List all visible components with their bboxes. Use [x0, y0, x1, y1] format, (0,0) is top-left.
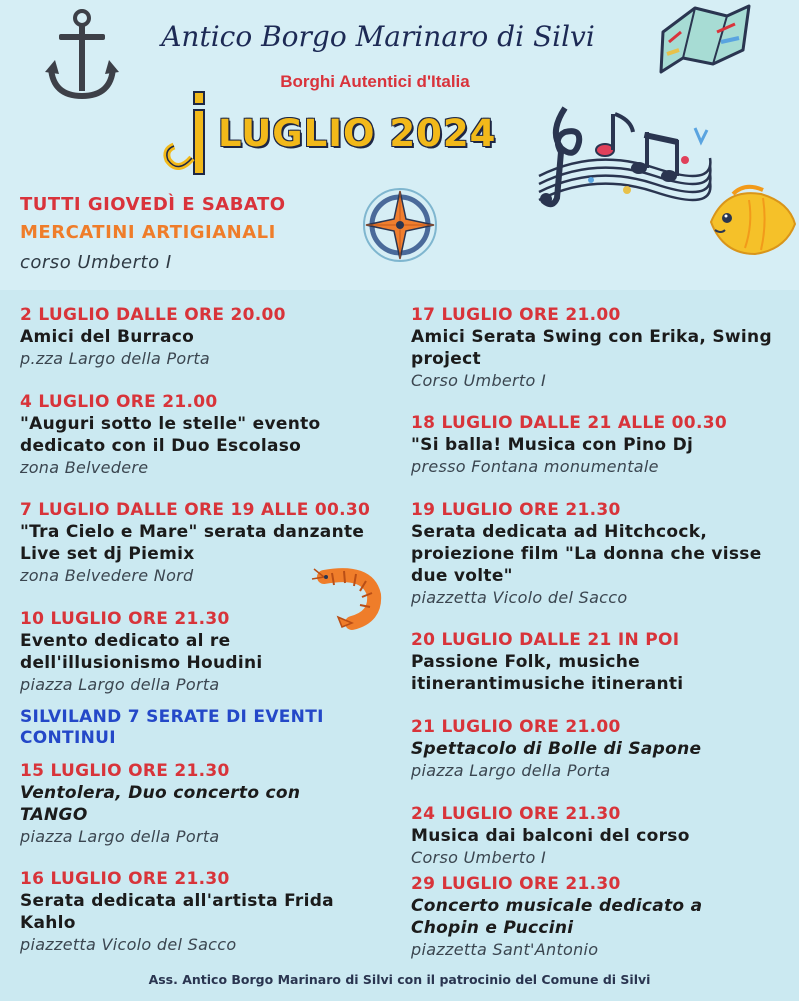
event-title: "Tra Cielo e Mare" serata danzante Live set dj Piemix [20, 522, 365, 564]
event-date: 10 LUGLIO ORE 21.30 [20, 609, 230, 629]
event-title: Amici Serata Swing con Erika, Swing project [411, 327, 772, 369]
logo-icon [162, 90, 214, 178]
event-item [411, 717, 781, 782]
event-title: Ventolera, Duo concerto con TANGO [20, 783, 301, 825]
header-subtitle: Borghi Autentici d'Italia [280, 72, 470, 91]
event-date: 15 LUGLIO ORE 21.30 [20, 761, 230, 781]
event-title: Passione Folk, musiche itinerantimusiche itineranti [411, 652, 684, 694]
event-item [20, 869, 395, 956]
event-place: piazza Largo della Porta [20, 827, 220, 846]
anchor-icon [45, 8, 120, 103]
event-date: 20 LUGLIO DALLE 21 IN POI [411, 630, 680, 650]
header-title: Antico Borgo Marinaro di Silvi [161, 20, 595, 53]
event-item [411, 413, 791, 478]
recurring-place: corso Umberto I [20, 252, 172, 273]
event-item [411, 630, 741, 695]
event-date: 29 LUGLIO ORE 21.30 [411, 874, 621, 894]
event-date: 2 LUGLIO DALLE ORE 20.00 [20, 305, 286, 325]
event-item [411, 874, 771, 961]
event-title: Evento dedicato al re dell'illusionismo Houdini [20, 631, 263, 673]
event-place: Corso Umberto I [411, 371, 546, 390]
event-date: 17 LUGLIO ORE 21.00 [411, 305, 621, 325]
fish-icon [705, 180, 799, 268]
event-place: piazza Largo della Porta [411, 761, 611, 780]
silviland-heading: SILVILAND 7 SERATE DI EVENTI CONTINUI [20, 707, 324, 748]
event-item [411, 500, 781, 609]
event-place: piazza Largo della Porta [20, 675, 220, 694]
recurring-subtitle: MERCATINI ARTIGIANALI [20, 222, 276, 243]
event-title: "Si balla! Musica con Pino Dj [411, 435, 694, 455]
map-icon [655, 2, 755, 82]
event-place: piazzetta Sant'Antonio [411, 940, 599, 959]
event-place: zona Belvedere Nord [20, 566, 194, 585]
recurring-title: TUTTI GIOVEDÌ E SABATO [20, 194, 286, 215]
event-date: 21 LUGLIO ORE 21.00 [411, 717, 621, 737]
event-item [20, 500, 415, 587]
event-title: Serata dedicata all'artista Frida Kahlo [20, 891, 334, 933]
header [0, 0, 799, 290]
event-title: Spettacolo di Bolle di Sapone [411, 739, 702, 759]
event-place: presso Fontana monumentale [411, 457, 659, 476]
event-date: 24 LUGLIO ORE 21.30 [411, 804, 621, 824]
event-title: "Auguri sotto le stelle" evento dedicato con il Duo Escolaso [20, 414, 321, 456]
event-place: Corso Umberto I [411, 848, 546, 867]
event-place: piazzetta Vicolo del Sacco [411, 588, 628, 607]
event-title: Musica dai balconi del corso [411, 826, 690, 846]
event-date: 7 LUGLIO DALLE ORE 19 ALLE 00.30 [20, 500, 371, 520]
event-item [20, 609, 310, 696]
compass-icon [360, 185, 440, 265]
event-date: 4 LUGLIO ORE 21.00 [20, 392, 218, 412]
event-item [20, 392, 390, 479]
event-date: 16 LUGLIO ORE 21.30 [20, 869, 230, 889]
month-title: LUGLIO 2024 [218, 112, 497, 155]
event-title: Amici del Burraco [20, 327, 195, 347]
event-item [411, 305, 781, 392]
event-date: 19 LUGLIO ORE 21.30 [411, 500, 621, 520]
event-place: p.zza Largo della Porta [20, 349, 211, 368]
event-item [20, 305, 400, 370]
music-notes-icon [535, 98, 715, 213]
event-place: piazzetta Vicolo del Sacco [20, 935, 237, 954]
footer: Ass. Antico Borgo Marinaro di Silvi con il patrocinio del Comune di Silvi [148, 972, 651, 987]
event-title: Concerto musicale dedicato a Chopin e Puccini [411, 896, 703, 938]
event-item [411, 804, 781, 869]
event-date: 18 LUGLIO DALLE 21 ALLE 00.30 [411, 413, 727, 433]
event-place: zona Belvedere [20, 458, 149, 477]
event-item [20, 761, 370, 848]
event-title: Serata dedicata ad Hitchcock, proiezione film "La donna che visse due volte" [411, 522, 762, 586]
